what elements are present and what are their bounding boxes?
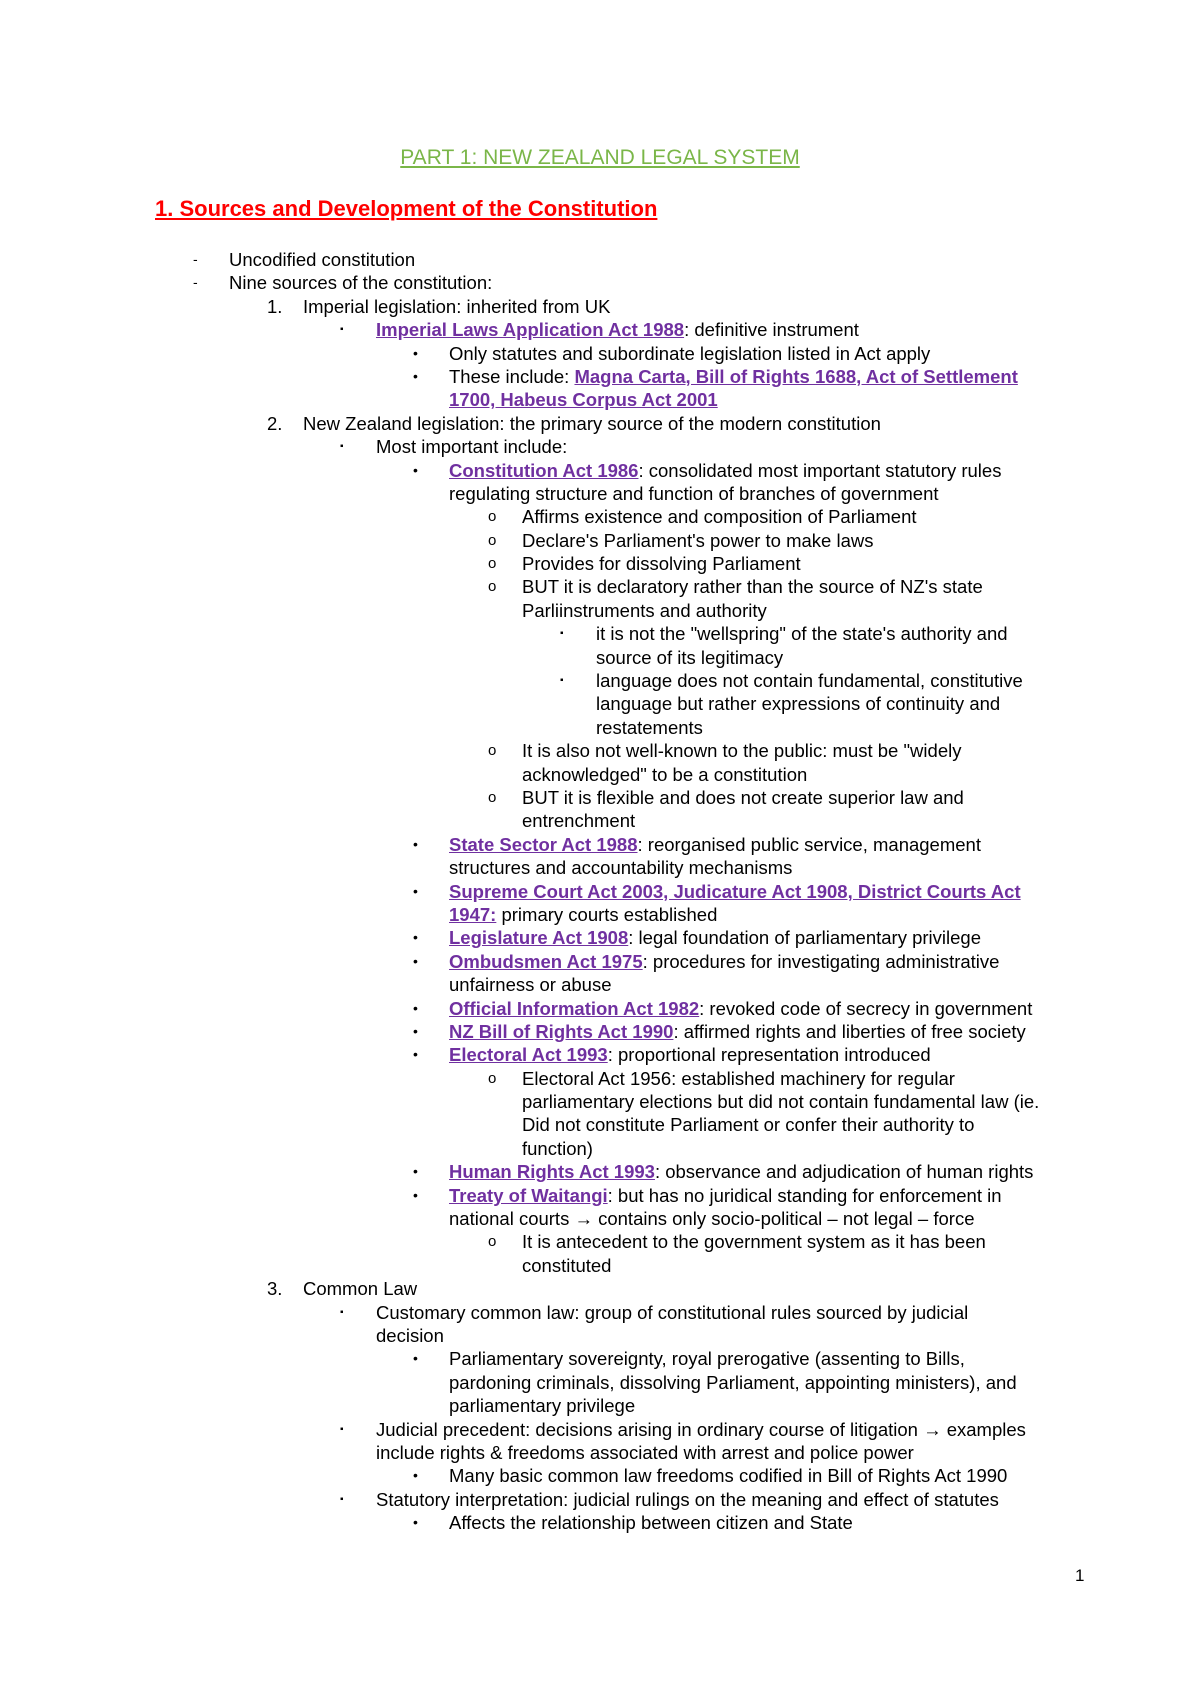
circle-bullet: o xyxy=(488,1069,497,1087)
square-bullet: ▪ xyxy=(340,1493,344,1505)
line-text xyxy=(522,599,767,622)
text-segment: : legal foundation of parliamentary privilege xyxy=(628,927,982,949)
line-text xyxy=(449,1394,635,1417)
line-text xyxy=(376,318,859,341)
outline-line xyxy=(0,575,1200,598)
square-bullet: ▪ xyxy=(560,628,564,640)
part-title: PART 1: NEW ZEALAND LEGAL SYSTEM xyxy=(400,146,800,169)
outline-line xyxy=(0,646,1200,669)
text-segment: restatements xyxy=(596,716,703,738)
text-segment: constituted xyxy=(522,1254,612,1276)
line-text xyxy=(522,1230,986,1253)
text-segment: : consolidated most important statutory rules xyxy=(638,459,1002,481)
text-segment: Affects the relationship between citizen and State xyxy=(449,1512,853,1534)
outline-line xyxy=(0,809,1200,832)
outline-line xyxy=(0,856,1200,879)
outline-line xyxy=(0,248,1200,271)
line-text xyxy=(449,365,1018,388)
outline-line xyxy=(0,295,1200,318)
line-text xyxy=(449,1371,1017,1394)
square-bullet: ▪ xyxy=(340,1306,344,1318)
line-text xyxy=(229,271,492,294)
line-text xyxy=(522,552,801,575)
square-bullet: ▪ xyxy=(560,675,564,687)
dot-bullet: • xyxy=(413,1163,418,1180)
line-text xyxy=(449,1160,1033,1183)
line-text xyxy=(596,716,703,739)
outline-line xyxy=(0,552,1200,575)
line-text xyxy=(303,295,610,318)
square-bullet: ▪ xyxy=(340,441,344,453)
line-text xyxy=(449,482,939,505)
act-reference: 1700, Habeus Corpus Act 2001 xyxy=(449,389,718,411)
line-text xyxy=(449,1464,1007,1487)
line-text xyxy=(522,786,964,809)
line-text xyxy=(449,1511,853,1534)
outline-line xyxy=(0,716,1200,739)
line-text xyxy=(522,1113,974,1136)
circle-bullet: o xyxy=(488,578,497,596)
act-reference: Legislature Act 1908 xyxy=(449,927,629,949)
line-text xyxy=(449,388,718,411)
line-text xyxy=(449,880,1021,903)
outline-line xyxy=(0,1160,1200,1183)
outline-line xyxy=(0,1207,1200,1230)
line-text xyxy=(303,1277,417,1300)
text-segment: unfairness or abuse xyxy=(449,974,612,996)
text-segment: Electoral Act 1956: established machinery for regular xyxy=(522,1067,955,1089)
line-text xyxy=(449,997,1032,1020)
outline-line xyxy=(0,622,1200,645)
line-text xyxy=(376,1418,1026,1441)
outline-line xyxy=(0,1067,1200,1090)
text-segment: BUT it is declaratory rather than the source of NZ's state xyxy=(522,576,983,598)
dot-bullet: • xyxy=(413,835,418,852)
line-text xyxy=(449,903,717,926)
dot-bullet: • xyxy=(413,1350,418,1367)
outline-line xyxy=(0,1254,1200,1277)
outline-line xyxy=(0,997,1200,1020)
text-segment: language but rather expressions of continuity and xyxy=(596,693,1001,715)
outline-line xyxy=(0,435,1200,458)
outline-line xyxy=(0,388,1200,411)
text-segment: Only statutes and subordinate legislation listed in Act apply xyxy=(449,342,931,364)
list-number: 1. xyxy=(267,295,283,317)
text-segment: include rights & freedoms associated with arrest and police power xyxy=(376,1441,914,1463)
text-segment: New Zealand legislation: the primary source of the modern constitution xyxy=(303,412,881,434)
square-bullet: ▪ xyxy=(340,324,344,336)
line-text xyxy=(449,1043,931,1066)
outline-line xyxy=(0,833,1200,856)
outline-line xyxy=(0,599,1200,622)
outline-line xyxy=(0,669,1200,692)
outline-line xyxy=(0,505,1200,528)
dot-bullet: • xyxy=(413,929,418,946)
dash-bullet: - xyxy=(193,251,198,267)
outline-line xyxy=(0,973,1200,996)
text-segment: : proportional representation introduced xyxy=(607,1044,931,1066)
outline-line xyxy=(0,271,1200,294)
outline-line xyxy=(0,482,1200,505)
line-text xyxy=(596,622,1008,645)
text-segment: it is not the "wellspring" of the state's authority and xyxy=(596,623,1008,645)
outline-line xyxy=(0,739,1200,762)
list-number: 3. xyxy=(267,1278,283,1300)
text-segment: national courts → contains only socio-political – not legal – force xyxy=(449,1208,975,1230)
outline-line xyxy=(0,1184,1200,1207)
outline-line xyxy=(0,1020,1200,1043)
text-segment: function) xyxy=(522,1137,593,1159)
line-text xyxy=(376,435,567,458)
line-text xyxy=(596,692,1000,715)
line-text xyxy=(449,973,612,996)
document-body xyxy=(0,248,1200,1534)
outline-line xyxy=(0,1277,1200,1300)
outline-line xyxy=(0,1511,1200,1534)
line-text xyxy=(449,342,930,365)
text-segment: Common Law xyxy=(303,1278,418,1300)
act-reference: Magna Carta, Bill of Rights 1688, Act of Settlement xyxy=(574,365,1018,387)
list-number: 2. xyxy=(267,412,283,434)
text-segment: Customary common law: group of constitutional rules sourced by judicial xyxy=(376,1301,969,1323)
act-reference: Human Rights Act 1993 xyxy=(449,1161,655,1183)
act-reference: Electoral Act 1993 xyxy=(449,1044,608,1066)
text-segment: Did not constitute Parliament or confer their authority to xyxy=(522,1114,975,1136)
circle-bullet: o xyxy=(488,555,497,573)
outline-line xyxy=(0,786,1200,809)
outline-line xyxy=(0,1347,1200,1370)
line-text xyxy=(522,529,874,552)
text-segment: It is antecedent to the government system as it has been xyxy=(522,1231,986,1253)
text-segment: entrenchment xyxy=(522,810,636,832)
outline-line xyxy=(0,950,1200,973)
circle-bullet: o xyxy=(488,1233,497,1251)
text-segment: : procedures for investigating administrative xyxy=(642,950,1000,972)
act-reference: Imperial Laws Application Act 1988 xyxy=(376,319,685,341)
line-text xyxy=(522,1067,955,1090)
text-segment: Provides for dissolving Parliament xyxy=(522,553,801,575)
line-text xyxy=(522,739,961,762)
text-segment: Parliinstruments and authority xyxy=(522,599,767,621)
circle-bullet: o xyxy=(488,788,497,806)
outline-line xyxy=(0,1137,1200,1160)
line-text xyxy=(449,1184,1002,1207)
text-segment: It is also not well-known to the public: must be "widely xyxy=(522,740,962,762)
text-segment: Nine sources of the constitution: xyxy=(229,272,493,294)
line-text xyxy=(522,1254,611,1277)
outline-line xyxy=(0,1488,1200,1511)
text-segment: : revoked code of secrecy in government xyxy=(699,997,1033,1019)
text-segment: Declare's Parliament's power to make laws xyxy=(522,529,874,551)
text-segment: : reorganised public service, management xyxy=(637,833,981,855)
outline-line xyxy=(0,365,1200,388)
outline-line xyxy=(0,1230,1200,1253)
outline-line xyxy=(0,1464,1200,1487)
text-segment: acknowledged" to be a constitution xyxy=(522,763,808,785)
square-bullet: ▪ xyxy=(340,1423,344,1435)
line-text xyxy=(449,1020,1026,1043)
outline-line xyxy=(0,1371,1200,1394)
outline-line xyxy=(0,763,1200,786)
line-text xyxy=(449,459,1001,482)
circle-bullet: o xyxy=(488,508,497,526)
text-segment: These include: xyxy=(449,365,575,387)
outline-line xyxy=(0,529,1200,552)
outline-line xyxy=(0,903,1200,926)
dot-bullet: • xyxy=(413,1514,418,1531)
line-text xyxy=(522,763,807,786)
page-number: 1 xyxy=(1075,1566,1085,1585)
dot-bullet: • xyxy=(413,1186,418,1203)
dot-bullet: • xyxy=(413,999,418,1016)
text-segment: : affirmed rights and liberties of free society xyxy=(673,1020,1026,1042)
section-heading: 1. Sources and Development of the Constitution xyxy=(155,196,658,221)
outline-line xyxy=(0,692,1200,715)
text-segment: : definitive instrument xyxy=(684,319,859,341)
text-segment: parliamentary privilege xyxy=(449,1395,636,1417)
line-text xyxy=(522,575,983,598)
line-text xyxy=(522,1137,593,1160)
text-segment: Parliamentary sovereignty, royal prerogative (assenting to Bills, xyxy=(449,1348,965,1370)
outline-line xyxy=(0,1418,1200,1441)
line-text xyxy=(229,248,415,271)
line-text xyxy=(376,1324,444,1347)
outline-line xyxy=(0,1090,1200,1113)
line-text xyxy=(596,646,783,669)
outline-line xyxy=(0,1441,1200,1464)
outline-line xyxy=(0,318,1200,341)
line-text xyxy=(449,1207,974,1230)
dot-bullet: • xyxy=(413,461,418,478)
outline-line xyxy=(0,459,1200,482)
line-text xyxy=(376,1441,914,1464)
line-text xyxy=(596,669,1023,692)
line-text xyxy=(449,833,981,856)
text-segment: Affirms existence and composition of Parliament xyxy=(522,506,917,528)
text-segment: : observance and adjudication of human rights xyxy=(654,1161,1034,1183)
text-segment: primary courts established xyxy=(496,903,718,925)
text-segment: Statutory interpretation: judicial rulings on the meaning and effect of statutes xyxy=(376,1488,999,1510)
act-reference: 1947: xyxy=(449,903,497,925)
outline-line xyxy=(0,926,1200,949)
dot-bullet: • xyxy=(413,367,418,384)
outline-line xyxy=(0,1043,1200,1066)
line-text xyxy=(449,950,999,973)
outline-line xyxy=(0,1324,1200,1347)
text-segment: Uncodified constitution xyxy=(229,249,416,270)
act-reference: Official Information Act 1982 xyxy=(449,997,700,1019)
text-segment: parliamentary elections but did not contain fundamental law (ie. xyxy=(522,1091,1040,1113)
act-reference: Ombudsmen Act 1975 xyxy=(449,950,643,972)
text-segment: regulating structure and function of branches of government xyxy=(449,482,939,504)
dot-bullet: • xyxy=(413,344,418,361)
text-segment: pardoning criminals, dissolving Parliament, appointing ministers), and xyxy=(449,1371,1017,1393)
line-text xyxy=(449,856,792,879)
text-segment: source of its legitimacy xyxy=(596,646,784,668)
act-reference: Supreme Court Act 2003, Judicature Act 1908, District Courts Act xyxy=(449,880,1021,902)
line-text xyxy=(522,809,635,832)
line-text xyxy=(376,1488,999,1511)
text-segment: Most important include: xyxy=(376,436,568,458)
outline-line xyxy=(0,342,1200,365)
text-segment: language does not contain fundamental, constitutive xyxy=(596,670,1023,692)
outline-line xyxy=(0,412,1200,435)
text-segment: decision xyxy=(376,1324,444,1346)
outline-line xyxy=(0,880,1200,903)
outline-line xyxy=(0,1394,1200,1417)
outline-line xyxy=(0,1113,1200,1136)
act-reference: Treaty of Waitangi xyxy=(449,1184,608,1206)
line-text xyxy=(303,412,881,435)
dot-bullet: • xyxy=(413,1046,418,1063)
line-text xyxy=(449,1347,965,1370)
dot-bullet: • xyxy=(413,882,418,899)
dot-bullet: • xyxy=(413,1022,418,1039)
line-text xyxy=(522,505,917,528)
circle-bullet: o xyxy=(488,531,497,549)
act-reference: State Sector Act 1988 xyxy=(449,833,638,855)
dot-bullet: • xyxy=(413,952,418,969)
text-segment: : but has no juridical standing for enforcement in xyxy=(607,1184,1002,1206)
line-text xyxy=(522,1090,1039,1113)
dot-bullet: • xyxy=(413,1467,418,1484)
text-segment: structures and accountability mechanisms xyxy=(449,857,793,879)
act-reference: Constitution Act 1986 xyxy=(449,459,639,481)
text-segment: BUT it is flexible and does not create superior law and xyxy=(522,786,964,808)
text-segment: Many basic common law freedoms codified in Bill of Rights Act 1990 xyxy=(449,1465,1008,1487)
text-segment: Imperial legislation: inherited from UK xyxy=(303,295,611,317)
circle-bullet: o xyxy=(488,742,497,760)
act-reference: NZ Bill of Rights Act 1990 xyxy=(449,1020,674,1042)
line-text xyxy=(376,1301,968,1324)
text-segment: Judicial precedent: decisions arising in ordinary course of litigation → examples xyxy=(376,1418,1026,1440)
outline-line xyxy=(0,1301,1200,1324)
dash-bullet: - xyxy=(193,274,198,291)
line-text xyxy=(449,926,981,949)
